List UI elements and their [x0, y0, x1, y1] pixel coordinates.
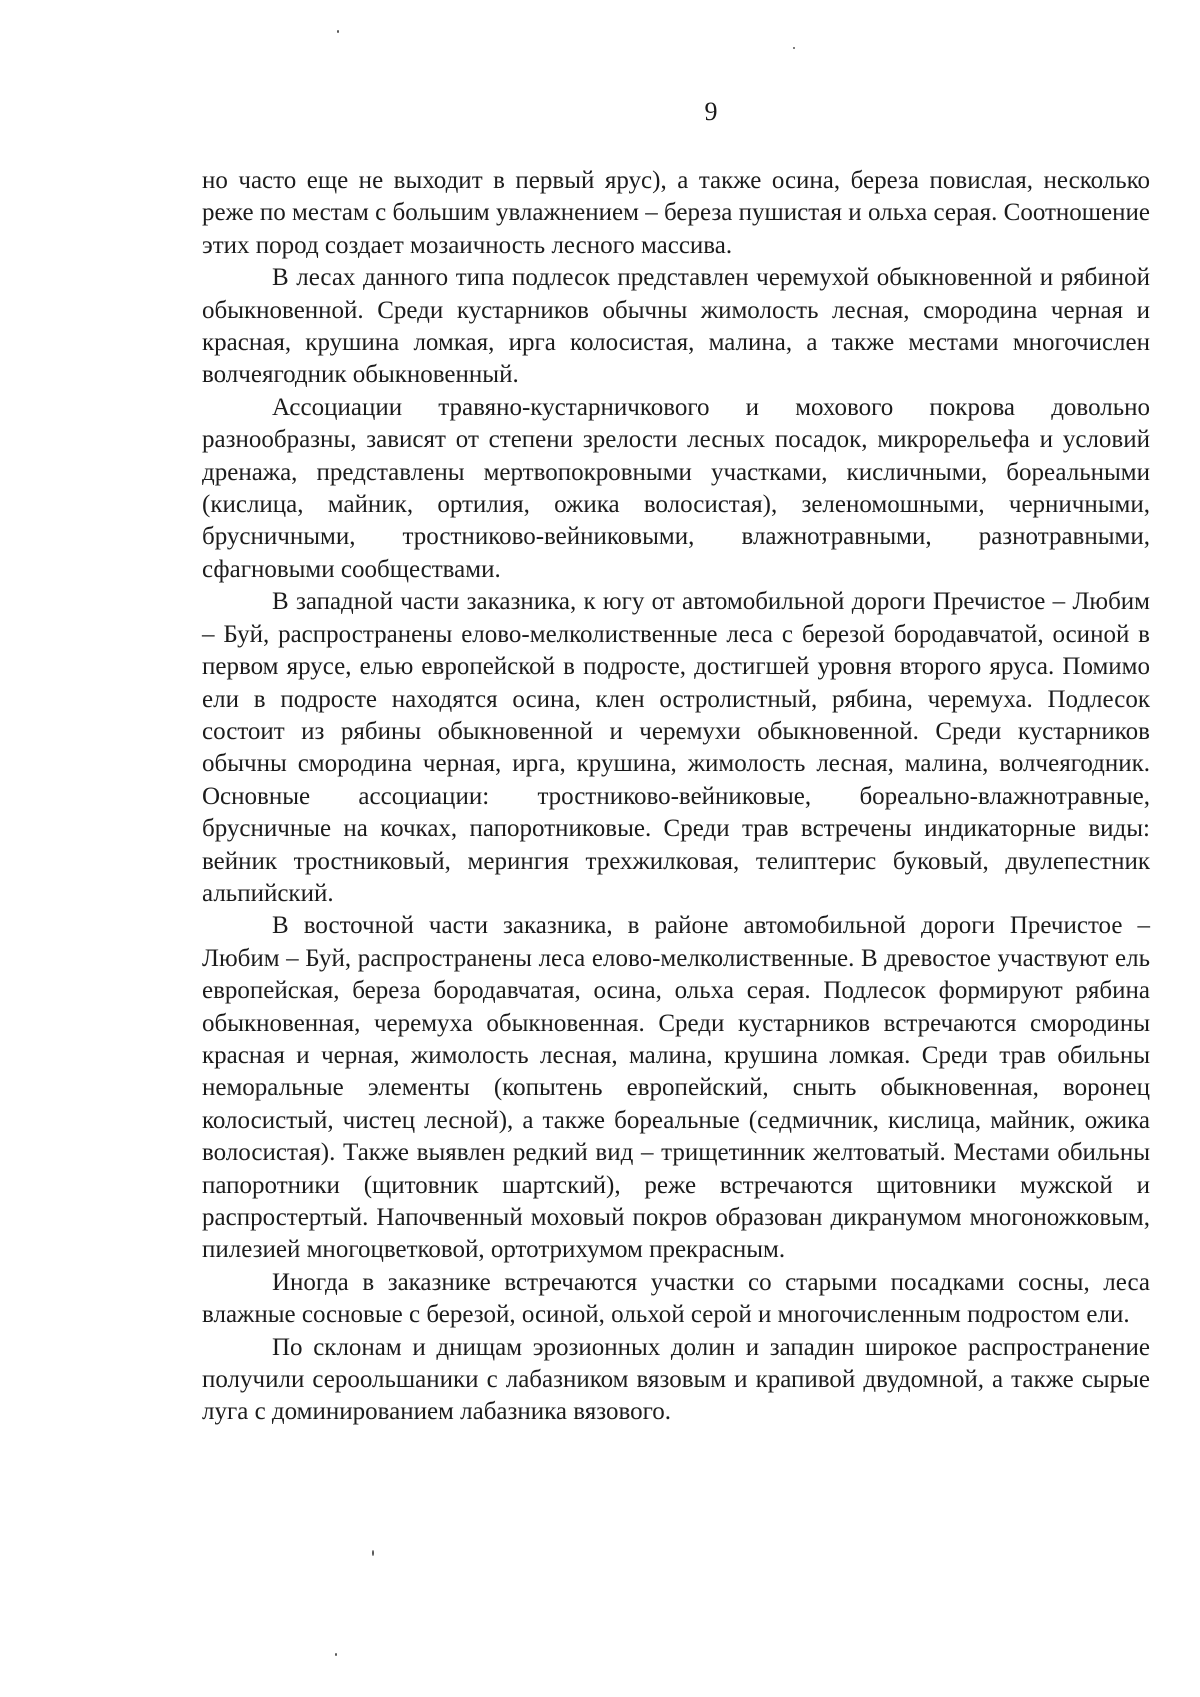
paragraph: но часто еще не выходит в первый ярус), а также осина, береза повислая, несколько реже по местам с большим увлажнением – береза пушистая и ольха серая. Соотношение этих пород создает мозаичность лесного массива. — [202, 167, 1150, 259]
paragraph: В западной части заказника, к югу от автомобильной дороги Пречистое – Любим – Буй, распространены елово-мелколиственные леса с березой бородавчатой, осиной в первом ярусе, елью европейской в подросте, достигшей уровня второго яруса. Помимо ели в подросте находятся осина, клен остролистный, рябина, черемуха. Подлесок состоит из рябины обыкновенной и черемухи обыкновенной. Среди кустарников обычны смородина черная, ирга, крушина, жимолость лесная, малина, волчеягодник. Основные ассоциации: тростниково-вейниковые, бореально-влажнотравные, брусничные на кочках, папоротниковые. Среди трав встречены индикаторные виды: вейник тростниковый, мерингия трехжилковая, телиптерис буковый, двулепестник альпийский. — [202, 588, 1150, 907]
paragraph: В восточной части заказника, в районе автомобильной дороги Пречистое – Любим – Буй, распространены леса елово-мелколиственные. В древостое участвуют ель европейская, береза бородавчатая, осина, ольха серая. Подлесок формируют рябина обыкновенная, черемуха обыкновенная. Среди кустарников встречаются смородины красная и черная, жимолость лесная, малина, крушина ломкая. Среди трав обильны неморальные элементы (копытень европейский, сныть обыкновенная, воронец колосистый, чистец лесной), а также бореальные (седмичник, кислица, майник, ожика волосистая). Также выявлен редкий вид – трищетинник желтоватый. Местами обильны папоротники (щитовник шартский), реже встречаются щитовники мужской и распростертый. Напочвенный моховый покров образован дикранумом многоножковым, пилезией многоцветковой, ортотрихумом прекрасным. — [202, 912, 1150, 1264]
paragraph: Иногда в заказнике встречаются участки со старыми посадками сосны, леса влажные сосновые с березой, осиной, ольхой серой и многочисленным подростом ели. — [202, 1268, 1150, 1329]
paragraph: По склонам и днищам эрозионных долин и западин широкое распространение получили сероольшаники с лабазником вязовым и крапивой двудомной, а также сырые луга с доминированием лабазника вязового. — [202, 1333, 1150, 1426]
paragraph: В лесах данного типа подлесок представлен черемухой обыкновенной и рябиной обыкновенной. Среди кустарников обычны жимолость лесная, смородина черная и красная, крушина ломкая, ирга колосистая, малина, а также местами многочислен волчеягодник обыкновенный. — [202, 264, 1150, 389]
scan-speck — [372, 1550, 374, 1556]
scan-speck — [335, 1653, 337, 1656]
scan-speck — [337, 30, 339, 33]
paragraph: Ассоциации травяно-кустарничкового и мохового покрова довольно разнообразны, зависят от степени зрелости лесных посадок, микрорельефа и условий дренажа, представлены мертвопокровными участками, кисличными, бореальными (кислица, майник, ортилия, ожика волосистая), зеленомошными, черничными, брусничными, тростниково-вейниковыми, влажнотравными, разнотравными, сфагновыми сообществами. — [202, 393, 1150, 583]
page-number: 9 — [704, 97, 718, 126]
document-body — [202, 165, 1150, 1429]
scan-speck — [793, 47, 795, 49]
